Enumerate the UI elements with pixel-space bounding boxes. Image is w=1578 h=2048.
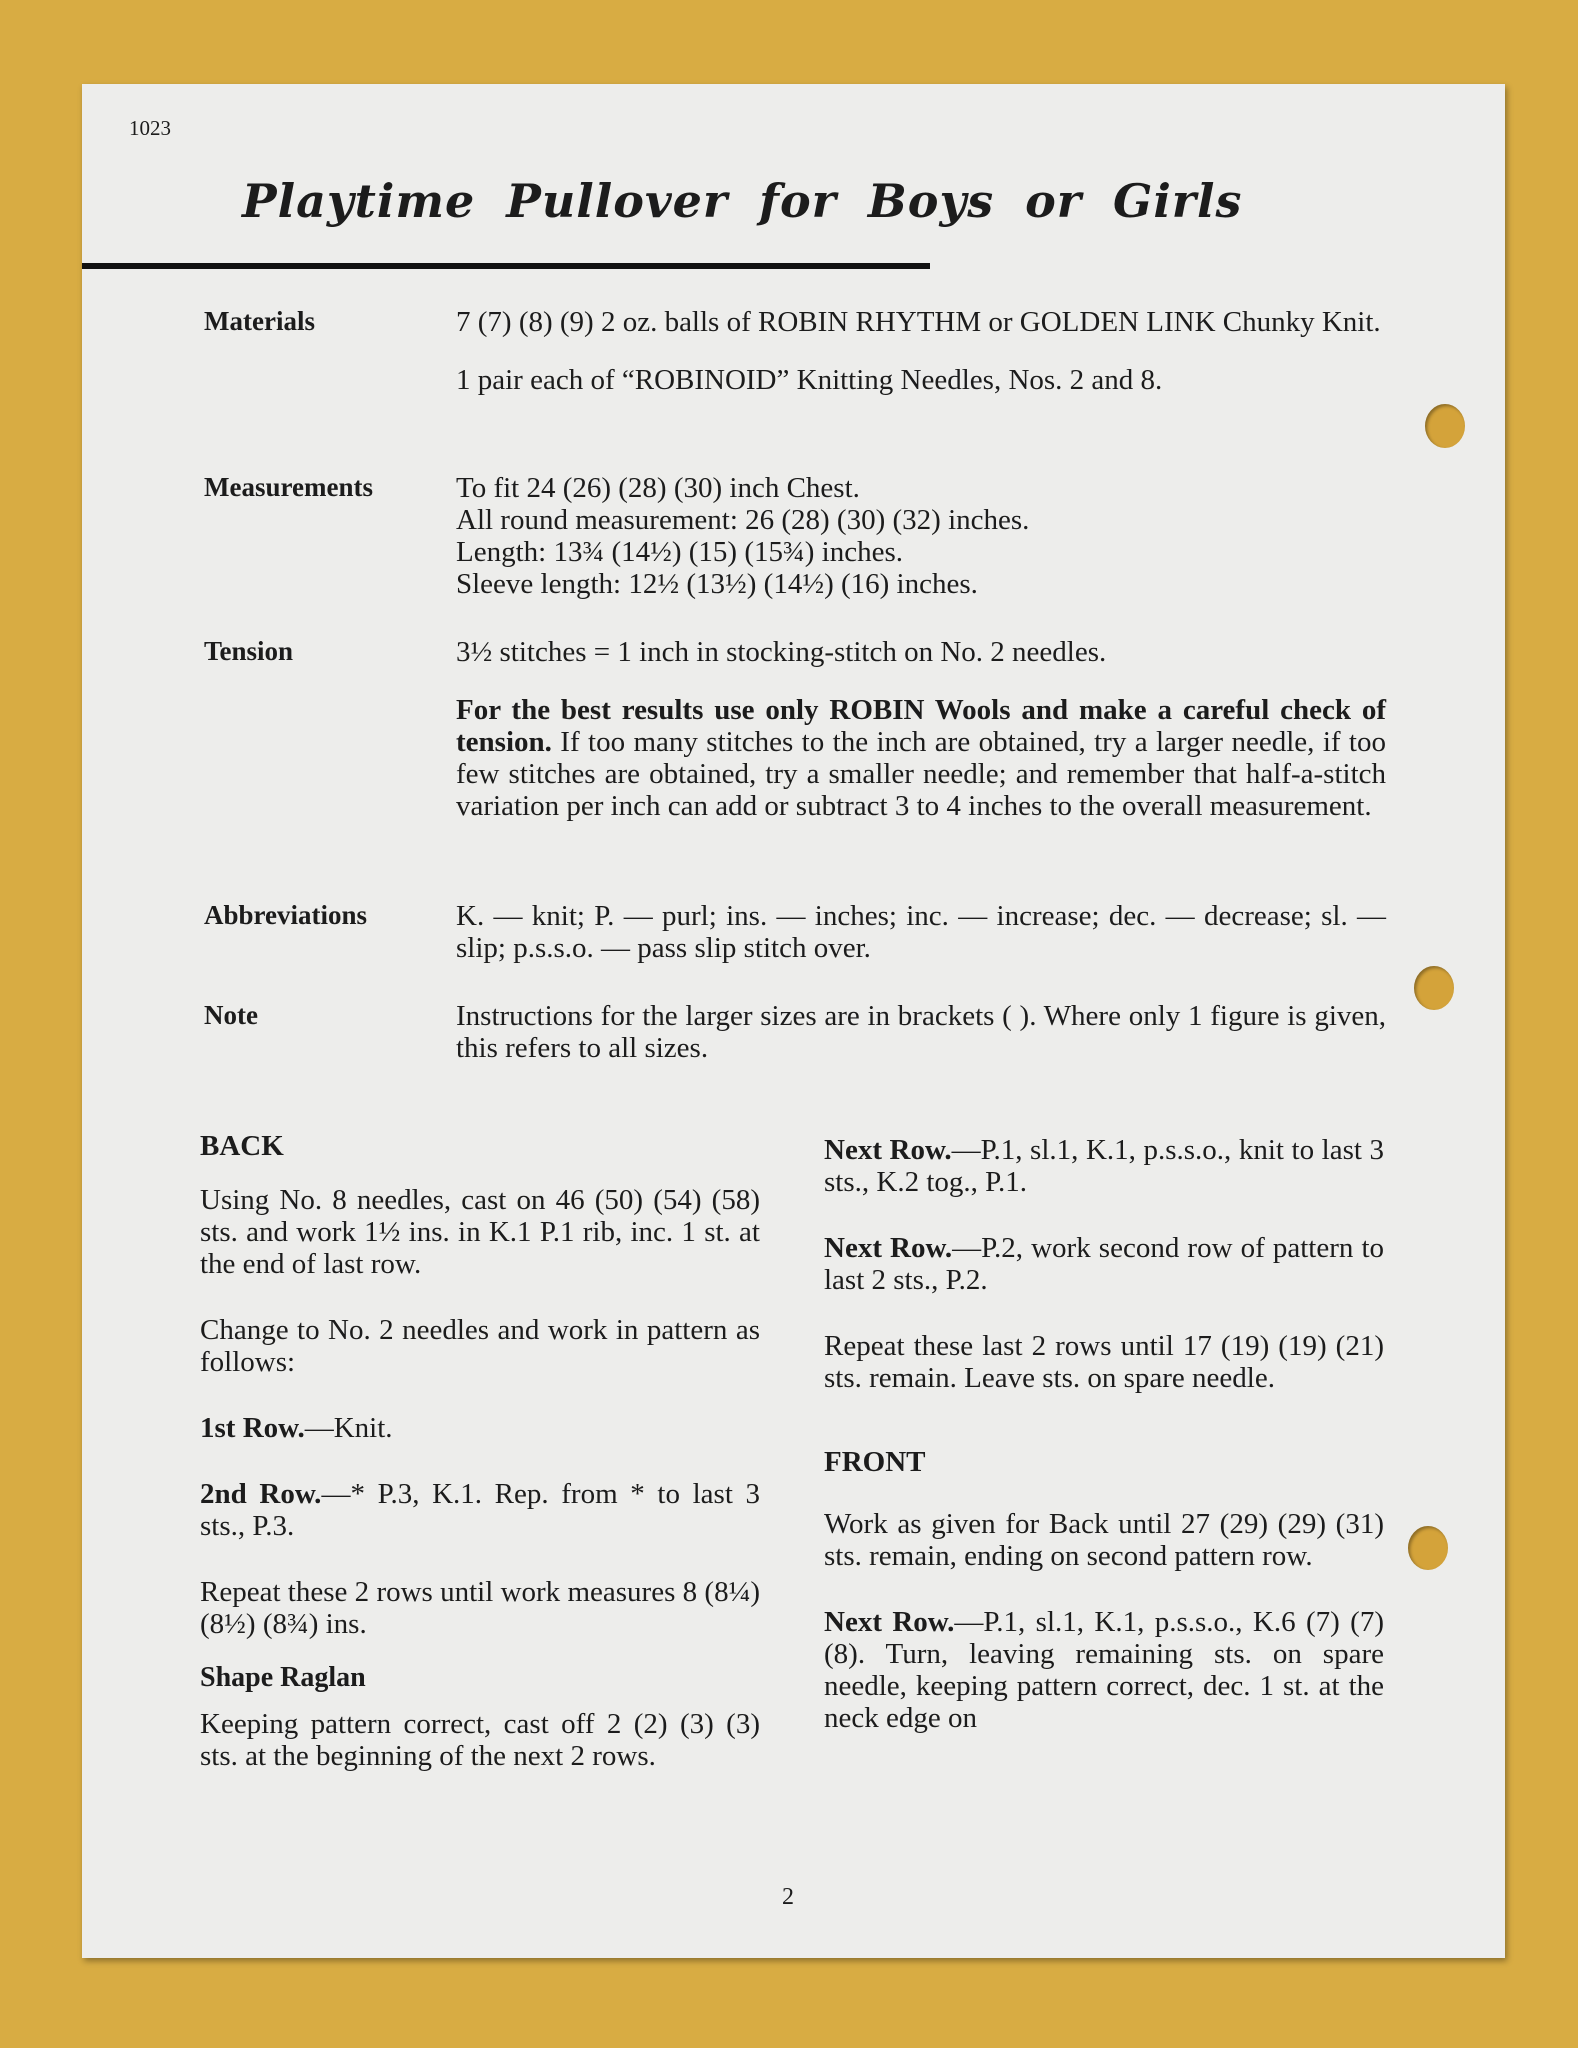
instruction (200, 1478, 760, 1542)
binder-hole (1414, 966, 1454, 1010)
tension-advice (456, 694, 1386, 822)
row-label: Next Row. (824, 1606, 955, 1638)
row-label: 1st Row. (200, 1412, 305, 1444)
instruction: Using No. 8 needles, cast on 46 (50) (54) (58) sts. and work 1½ ins. in K.1 P.1 rib, inc. 1 st. at the end of last row. (200, 1184, 760, 1280)
page-number: 2 (782, 1884, 794, 1910)
back-section (200, 1130, 760, 1806)
spec-label: Measurements (204, 472, 373, 502)
instruction (824, 1606, 1384, 1734)
instruction (200, 1412, 760, 1444)
materials-line: 7 (7) (8) (9) 2 oz. balls of ROBIN RHYTHM or GOLDEN LINK Chunky Knit. (456, 306, 1381, 338)
row-label: Next Row. (824, 1232, 953, 1264)
row-text: —P.1, sl.1, K.1, p.s.s.o., K.6 (7) (7) (8). Turn, leaving remaining sts. on spare needle, keeping pattern correct, dec. 1 st. at the neck edge on (824, 1606, 1384, 1734)
instruction (824, 1134, 1384, 1198)
pattern-page (82, 84, 1505, 1958)
right-column (824, 1134, 1384, 1768)
instruction: Work as given for Back until 27 (29) (29) (31) sts. remain, ending on second pattern row. (824, 1508, 1384, 1572)
row-text: —Knit. (304, 1412, 393, 1444)
tension-rest: If too many stitches to the inch are obtained, try a larger needle, if too few stitches are obtained, try a smaller needle; and remember that half-a-stitch variation per inch can add or subtract 3 to 4 inches to the overall measurement. (456, 726, 1386, 822)
section-heading: FRONT (824, 1446, 926, 1478)
instruction: Keeping pattern correct, cast off 2 (2) (3) (3) sts. at the beginning of the next 2 rows. (200, 1708, 760, 1772)
spec-label: Materials (204, 306, 315, 336)
row-label: 2nd Row. (200, 1478, 322, 1510)
row-text: —P.1, sl.1, K.1, p.s.s.o., knit to last 3 sts., K.2 tog., P.1. (824, 1134, 1384, 1198)
note-text: Instructions for the larger sizes are in brackets ( ). Where only 1 figure is given, this refers to all sizes. (456, 1000, 1386, 1064)
title-rule (82, 263, 930, 269)
spec-label: Abbreviations (204, 900, 368, 930)
row-text: —* P.3, K.1. Rep. from * to last 3 sts., P.3. (200, 1478, 761, 1542)
section-heading: BACK (200, 1130, 284, 1162)
spec-label: Note (204, 1000, 258, 1030)
measurement-line: Sleeve length: 12½ (13½) (14½) (16) inches. (456, 568, 978, 600)
instruction: Change to No. 2 needles and work in pattern as follows: (200, 1314, 760, 1378)
instruction: Repeat these 2 rows until work measures 8 (8¼) (8½) (8¾) ins. (200, 1576, 760, 1640)
binder-hole (1425, 404, 1465, 448)
tension-line: 3½ stitches = 1 inch in stocking-stitch on No. 2 needles. (456, 636, 1107, 668)
measurement-line: All round measurement: 26 (28) (30) (32) inches. (456, 504, 1030, 536)
page-title: Playtime Pullover for Boys or Girls (242, 174, 1243, 228)
measurement-line: To fit 24 (26) (28) (30) inch Chest. (456, 472, 860, 504)
tension-bold: For the best results use only ROBIN Wools and make a careful check of tension. (456, 694, 1386, 758)
doc-number: 1023 (129, 116, 171, 140)
row-text: —P.2, work second row of pattern to last 2 sts., P.2. (824, 1232, 1385, 1296)
abbreviations-text: K. — knit; P. — purl; ins. — inches; inc. — increase; dec. — decrease; sl. — slip; p.s.s.o. — pass slip stitch over. (456, 900, 1386, 964)
materials-line: 1 pair each of “ROBINOID” Knitting Needles, Nos. 2 and 8. (456, 364, 1163, 396)
instruction: Repeat these last 2 rows until 17 (19) (19) (21) sts. remain. Leave sts. on spare needle. (824, 1330, 1384, 1394)
measurement-line: Length: 13¾ (14½) (15) (15¾) inches. (456, 536, 903, 568)
spec-label: Tension (204, 636, 294, 666)
binder-hole (1408, 1526, 1448, 1570)
instruction (824, 1232, 1384, 1296)
subheading: Shape Raglan (200, 1662, 366, 1693)
row-label: Next Row. (824, 1134, 952, 1166)
